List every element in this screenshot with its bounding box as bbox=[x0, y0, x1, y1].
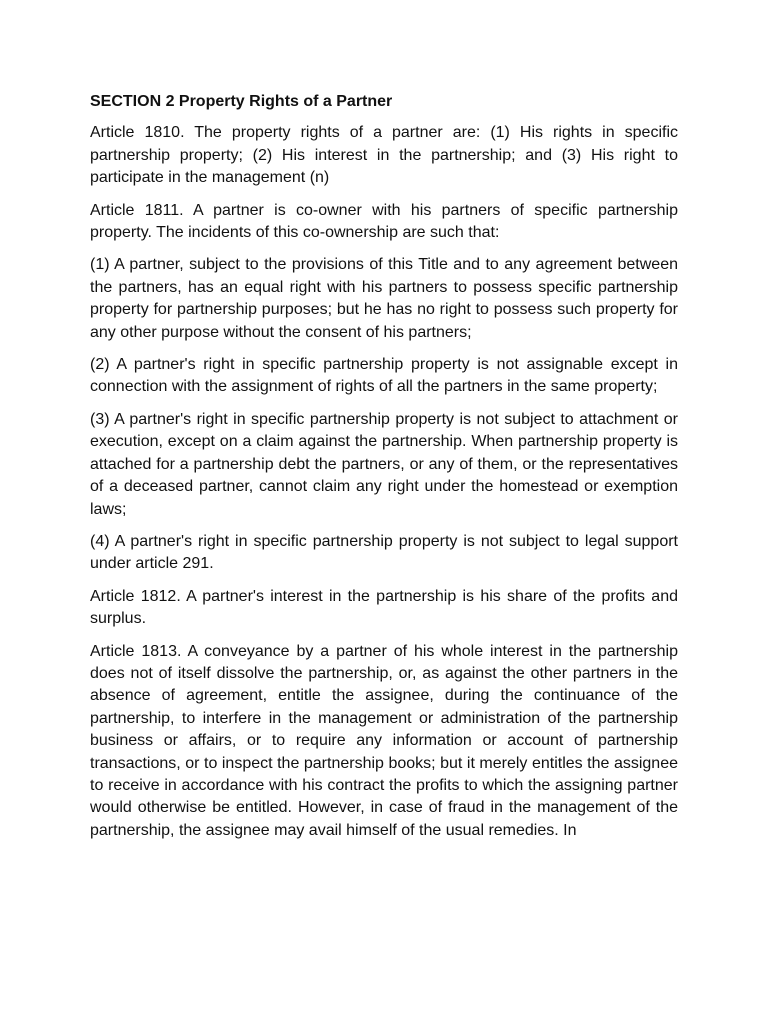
article-1812-paragraph: Article 1812. A partner's interest in the partnership is his share of the profits and surplus. bbox=[90, 587, 678, 628]
article-1813-paragraph: Article 1813. A conveyance by a partner of his whole interest in the partnership does not of itself dissolve the partnership, or, as against the other partners in the absence of agreement, entitle the assignee, during the continuance of the partnership, to interfere in the management or administration of the partnership business or affairs, or to require any information or account of partnership transactions, or to inspect the partnership books; but it merely entitles the assignee to receive in accordance with his contract the profits to which the assigning partner would otherwise be entitled. However, in case of fraud in the management of the partnership, the assignee may avail himself of the usual remedies. In bbox=[90, 642, 678, 839]
section-heading: SECTION 2 Property Rights of a Partner bbox=[90, 93, 393, 110]
article-1810-paragraph: Article 1810. The property rights of a partner are: (1) His rights in specific partnership property; (2) His interest in the partnership; and (3) His right to participate in the management (n) bbox=[90, 124, 678, 187]
article-1811-item-3-paragraph: (3) A partner's right in specific partnership property is not subject to attachment or execution, except on a claim against the partnership. When partnership property is attached for a partnership debt the partners, or any of them, or the representatives of a deceased partner, cannot claim any right under the homestead or exemption laws; bbox=[90, 410, 678, 518]
article-1811-item-4-paragraph: (4) A partner's right in specific partnership property is not subject to legal support under article 291. bbox=[90, 532, 678, 573]
article-1811-paragraph: Article 1811. A partner is co-owner with his partners of specific partnership property. The incidents of this co-ownership are such that: bbox=[90, 201, 678, 242]
document-page bbox=[90, 91, 678, 852]
article-1811-item-1-paragraph: (1) A partner, subject to the provisions of this Title and to any agreement between the partners, has an equal right with his partners to possess specific partnership property for partnership purposes; but he has no right to possess such property for any other purpose without the consent of his partners; bbox=[90, 256, 678, 341]
article-1811-item-2-paragraph: (2) A partner's right in specific partnership property is not assignable except in connection with the assignment of rights of all the partners in the same property; bbox=[90, 356, 678, 396]
